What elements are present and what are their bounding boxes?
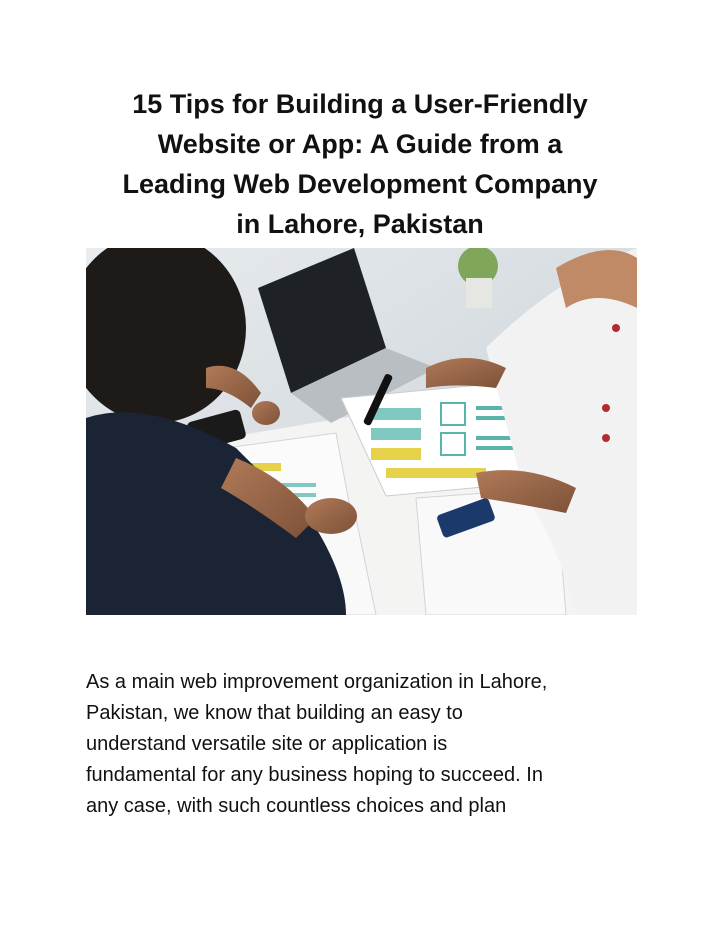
hero-photo <box>86 248 637 615</box>
body-line: Pakistan, we know that building an easy to <box>86 702 463 724</box>
title-line: Website or App: A Guide from a <box>157 129 563 159</box>
title-line: 15 Tips for Building a User-Friendly <box>132 89 588 119</box>
body-line: As a main web improvement organization in Lahore, <box>86 671 548 693</box>
body-line: any case, with such countless choices and plan <box>86 795 507 817</box>
title-line: in Lahore, Pakistan <box>236 209 484 239</box>
body-line: understand versatile site or application is <box>86 733 448 755</box>
body-paragraph <box>86 667 646 822</box>
document-title <box>60 84 660 244</box>
body-line: fundamental for any business hoping to succeed. In <box>86 764 543 786</box>
title-line: Leading Web Development Company <box>122 169 598 199</box>
